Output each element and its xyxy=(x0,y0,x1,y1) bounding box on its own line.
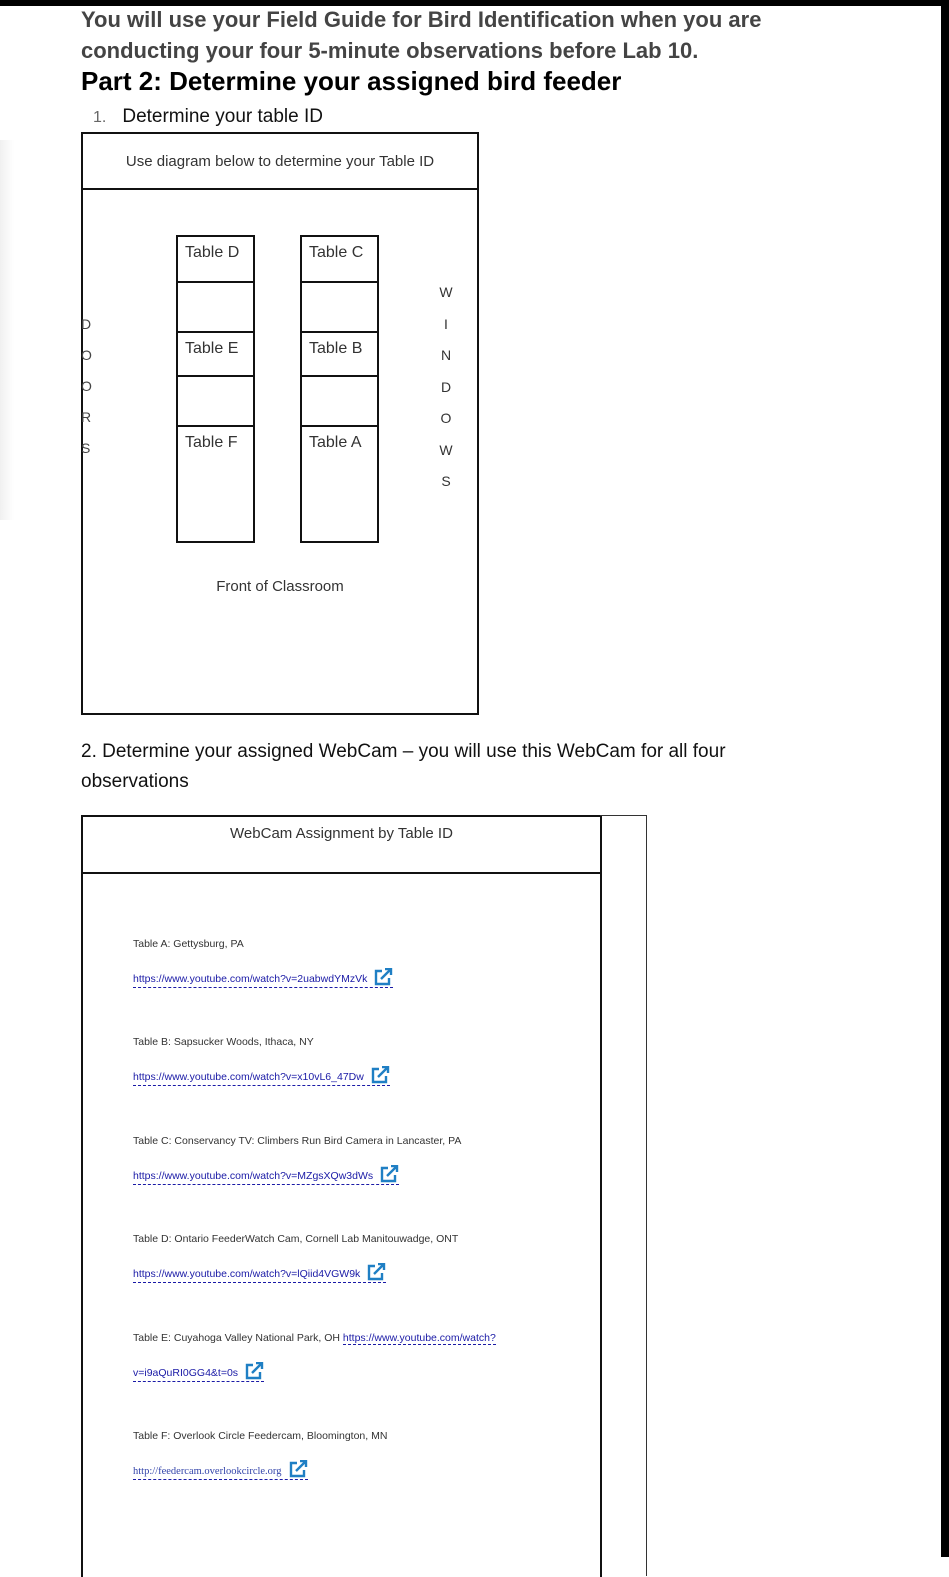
windows-letter: W xyxy=(439,441,453,458)
webcam-link-e[interactable] xyxy=(133,1362,264,1382)
link-text: https://www.youtube.com/watch?v=lQiid4VGW9k xyxy=(133,1268,361,1280)
external-link-icon xyxy=(379,1165,399,1183)
webcam-assignment-table xyxy=(81,815,602,1577)
webcam-entry-d xyxy=(133,1233,603,1280)
windows-label xyxy=(439,284,453,505)
entry-description: Table C: Conservancy TV: Climbers Run Bird Camera in Lancaster, PA xyxy=(133,1135,462,1147)
table-c-label: Table C xyxy=(309,244,364,261)
external-link-icon xyxy=(370,1066,390,1084)
front-of-classroom-label: Front of Classroom xyxy=(216,578,344,595)
link-text: v=i9aQuRI0GG4&t=0s xyxy=(133,1367,239,1379)
webcam-entry-b xyxy=(133,1036,603,1083)
doors-letter: D xyxy=(81,316,92,332)
external-link-icon xyxy=(288,1460,308,1478)
external-link-icon xyxy=(366,1263,386,1281)
entry-description xyxy=(133,1332,603,1344)
windows-letter: W xyxy=(439,284,453,300)
entry-description: Table D: Ontario FeederWatch Cam, Cornell Lab Manitouwadge, ONT xyxy=(133,1233,459,1245)
external-link-icon xyxy=(244,1362,264,1380)
windows-letter: O xyxy=(440,410,452,426)
spacer-cell xyxy=(178,375,253,425)
classroom-diagram xyxy=(81,132,479,715)
webcam-entry-e xyxy=(133,1332,603,1379)
webcam-link-a[interactable] xyxy=(133,968,393,988)
table-a-label: Table A xyxy=(309,434,362,451)
doors-label xyxy=(81,316,95,471)
table-e-label: Table E xyxy=(185,340,239,357)
windows-letter: I xyxy=(444,315,448,332)
entry-description: Table A: Gettysburg, PA xyxy=(133,938,244,950)
part2-heading: Part 2: Determine your assigned bird feeder xyxy=(81,66,622,96)
webcam-link-e-part1[interactable]: https://www.youtube.com/watch? xyxy=(342,1332,496,1344)
right-border xyxy=(941,0,949,1557)
step1-text: Determine your table ID xyxy=(122,106,323,127)
table-b-cell xyxy=(302,331,377,375)
right-table-column xyxy=(300,235,379,543)
external-link-icon xyxy=(373,968,393,986)
webcam-link-f[interactable] xyxy=(133,1460,308,1480)
webcam-link-d[interactable] xyxy=(133,1263,386,1283)
doors-letter: S xyxy=(81,440,91,456)
spacer-cell xyxy=(302,375,377,425)
link-text: https://www.youtube.com/watch?v=MZgsXQw3dWs xyxy=(133,1170,374,1182)
table-d-label: Table D xyxy=(185,244,240,261)
step1-number: 1. xyxy=(93,109,107,126)
intro-text: You will use your Field Guide for Bird Identification when you are conducting your four 5-minute observations before Lab 10. xyxy=(81,7,762,63)
entry-description: Table B: Sapsucker Woods, Ithaca, NY xyxy=(133,1036,314,1048)
table-c-cell xyxy=(302,237,377,281)
entry-description-text: Table E: Cuyahoga Valley National Park, OH xyxy=(133,1332,340,1344)
table-d-cell xyxy=(178,237,253,281)
windows-letter: D xyxy=(440,378,452,395)
windows-letter: S xyxy=(441,473,451,489)
table-f-cell xyxy=(178,425,253,541)
windows-letter: N xyxy=(440,347,452,363)
webcam-header: WebCam Assignment by Table ID xyxy=(83,817,600,874)
webcam-side-column xyxy=(600,815,647,1576)
spacer-cell xyxy=(178,281,253,331)
left-table-column xyxy=(176,235,255,543)
step2-text: 2. Determine your assigned WebCam – you will use this WebCam for all four observations xyxy=(81,741,726,792)
doors-letter: R xyxy=(81,409,92,425)
spacer-cell xyxy=(302,281,377,331)
webcam-link-c[interactable] xyxy=(133,1165,399,1185)
table-a-cell xyxy=(302,425,377,541)
table-e-cell xyxy=(178,331,253,375)
webcam-entry-a xyxy=(133,938,603,985)
webcam-entry-f xyxy=(133,1430,603,1477)
link-text: http://feedercam.overlookcircle.org xyxy=(133,1466,282,1477)
doors-letter: O xyxy=(81,378,92,394)
webcam-entry-c xyxy=(133,1135,603,1182)
table-b-label: Table B xyxy=(309,340,363,357)
entry-description: Table F: Overlook Circle Feedercam, Bloomington, MN xyxy=(133,1430,388,1442)
doors-letter: O xyxy=(81,347,92,363)
step1 xyxy=(93,106,323,128)
left-shadow xyxy=(0,140,14,520)
table-f-label: Table F xyxy=(185,434,238,451)
webcam-link-b[interactable] xyxy=(133,1066,390,1086)
diagram-header: Use diagram below to determine your Table ID xyxy=(83,134,477,190)
link-text: https://www.youtube.com/watch?v=2uabwdYMzVk xyxy=(133,973,368,985)
link-text: https://www.youtube.com/watch?v=x10vL6_47Dw xyxy=(133,1071,364,1083)
